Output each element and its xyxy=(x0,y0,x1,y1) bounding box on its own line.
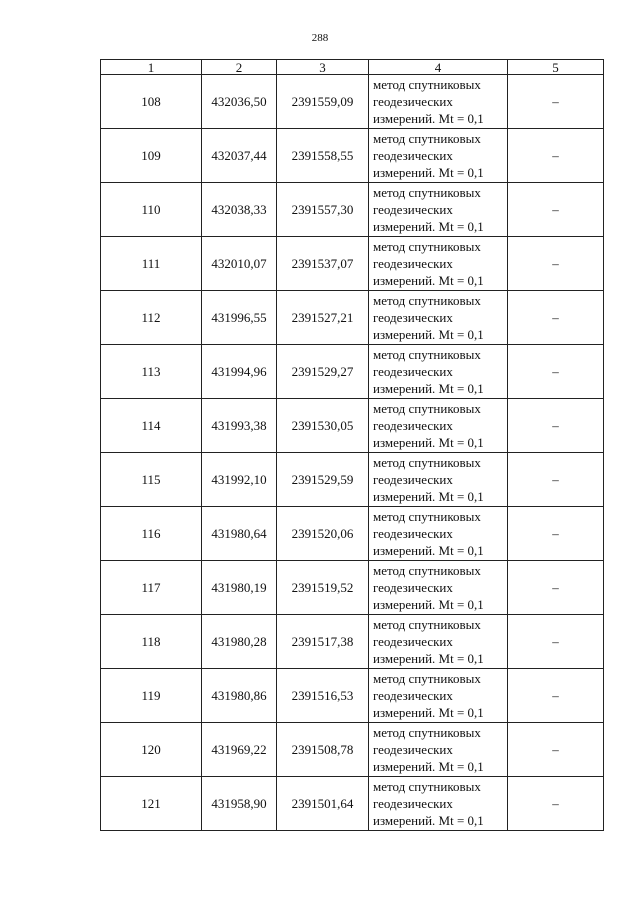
method-line: измерений. Mt = 0,1 xyxy=(373,165,484,180)
y-coordinate-cell: 2391530,05 xyxy=(277,399,369,453)
x-coordinate-cell: 432038,33 xyxy=(202,183,277,237)
method-line: измерений. Mt = 0,1 xyxy=(373,813,484,828)
note-cell: – xyxy=(508,291,604,345)
y-coordinate-cell: 2391529,27 xyxy=(277,345,369,399)
method-line: метод спутниковых xyxy=(373,293,481,308)
method-line: метод спутниковых xyxy=(373,131,481,146)
x-coordinate-cell: 432037,44 xyxy=(202,129,277,183)
method-line: геодезических xyxy=(373,634,453,649)
note-cell: – xyxy=(508,183,604,237)
page-number: 288 xyxy=(311,32,329,44)
y-coordinate-cell: 2391520,06 xyxy=(277,507,369,561)
x-coordinate-cell: 431969,22 xyxy=(202,723,277,777)
method-line: измерений. Mt = 0,1 xyxy=(373,651,484,666)
point-number-cell: 112 xyxy=(101,291,202,345)
header-col-1: 1 xyxy=(101,60,202,75)
x-coordinate-cell: 432010,07 xyxy=(202,237,277,291)
method-line: метод спутниковых xyxy=(373,617,481,632)
method-line: метод спутниковых xyxy=(373,779,481,794)
table-row xyxy=(101,669,604,723)
y-coordinate-cell: 2391558,55 xyxy=(277,129,369,183)
method-cell xyxy=(369,507,508,561)
note-cell: – xyxy=(508,777,604,831)
x-coordinate-cell: 431980,19 xyxy=(202,561,277,615)
table-row xyxy=(101,507,604,561)
header-col-3: 3 xyxy=(277,60,369,75)
method-cell xyxy=(369,237,508,291)
point-number-cell: 121 xyxy=(101,777,202,831)
x-coordinate-cell: 432036,50 xyxy=(202,75,277,129)
table-row xyxy=(101,453,604,507)
method-line: измерений. Mt = 0,1 xyxy=(373,759,484,774)
x-coordinate-cell: 431996,55 xyxy=(202,291,277,345)
method-line: метод спутниковых xyxy=(373,239,481,254)
x-coordinate-cell: 431980,86 xyxy=(202,669,277,723)
point-number-cell: 113 xyxy=(101,345,202,399)
method-line: измерений. Mt = 0,1 xyxy=(373,327,484,342)
y-coordinate-cell: 2391501,64 xyxy=(277,777,369,831)
table-row xyxy=(101,777,604,831)
method-line: метод спутниковых xyxy=(373,509,481,524)
method-cell xyxy=(369,669,508,723)
method-line: измерений. Mt = 0,1 xyxy=(373,705,484,720)
method-line: метод спутниковых xyxy=(373,671,481,686)
header-col-2: 2 xyxy=(202,60,277,75)
table-row xyxy=(101,345,604,399)
method-line: метод спутниковых xyxy=(373,347,481,362)
y-coordinate-cell: 2391516,53 xyxy=(277,669,369,723)
point-number-cell: 108 xyxy=(101,75,202,129)
table-row xyxy=(101,561,604,615)
y-coordinate-cell: 2391559,09 xyxy=(277,75,369,129)
note-cell: – xyxy=(508,75,604,129)
note-cell: – xyxy=(508,723,604,777)
x-coordinate-cell: 431958,90 xyxy=(202,777,277,831)
method-line: метод спутниковых xyxy=(373,185,481,200)
method-line: геодезических xyxy=(373,580,453,595)
method-line: измерений. Mt = 0,1 xyxy=(373,489,484,504)
note-cell: – xyxy=(508,345,604,399)
x-coordinate-cell: 431993,38 xyxy=(202,399,277,453)
method-line: геодезических xyxy=(373,796,453,811)
method-cell xyxy=(369,129,508,183)
x-coordinate-cell: 431992,10 xyxy=(202,453,277,507)
method-cell xyxy=(369,777,508,831)
method-line: геодезических xyxy=(373,310,453,325)
point-number-cell: 116 xyxy=(101,507,202,561)
method-cell xyxy=(369,75,508,129)
method-line: метод спутниковых xyxy=(373,563,481,578)
method-line: геодезических xyxy=(373,526,453,541)
method-line: геодезических xyxy=(373,148,453,163)
method-line: геодезических xyxy=(373,472,453,487)
point-number-cell: 120 xyxy=(101,723,202,777)
y-coordinate-cell: 2391537,07 xyxy=(277,237,369,291)
method-line: геодезических xyxy=(373,688,453,703)
table-row xyxy=(101,129,604,183)
note-cell: – xyxy=(508,453,604,507)
method-line: метод спутниковых xyxy=(373,401,481,416)
method-line: геодезических xyxy=(373,202,453,217)
table-row xyxy=(101,183,604,237)
coordinates-table xyxy=(100,59,604,831)
table-row xyxy=(101,237,604,291)
method-cell xyxy=(369,453,508,507)
x-coordinate-cell: 431980,28 xyxy=(202,615,277,669)
method-line: измерений. Mt = 0,1 xyxy=(373,597,484,612)
y-coordinate-cell: 2391519,52 xyxy=(277,561,369,615)
y-coordinate-cell: 2391529,59 xyxy=(277,453,369,507)
table-row xyxy=(101,291,604,345)
note-cell: – xyxy=(508,399,604,453)
table-header xyxy=(101,60,604,75)
note-cell: – xyxy=(508,669,604,723)
table-row xyxy=(101,723,604,777)
method-line: метод спутниковых xyxy=(373,77,481,92)
method-line: измерений. Mt = 0,1 xyxy=(373,273,484,288)
method-line: геодезических xyxy=(373,364,453,379)
y-coordinate-cell: 2391508,78 xyxy=(277,723,369,777)
method-line: геодезических xyxy=(373,418,453,433)
x-coordinate-cell: 431994,96 xyxy=(202,345,277,399)
method-cell xyxy=(369,345,508,399)
method-cell xyxy=(369,291,508,345)
header-row xyxy=(101,60,604,75)
table-row xyxy=(101,75,604,129)
y-coordinate-cell: 2391557,30 xyxy=(277,183,369,237)
method-line: метод спутниковых xyxy=(373,725,481,740)
method-line: измерений. Mt = 0,1 xyxy=(373,111,484,126)
method-cell xyxy=(369,183,508,237)
method-line: измерений. Mt = 0,1 xyxy=(373,435,484,450)
method-cell xyxy=(369,615,508,669)
note-cell: – xyxy=(508,237,604,291)
point-number-cell: 114 xyxy=(101,399,202,453)
header-col-4: 4 xyxy=(369,60,508,75)
note-cell: – xyxy=(508,561,604,615)
table-body xyxy=(101,75,604,831)
method-line: геодезических xyxy=(373,256,453,271)
point-number-cell: 109 xyxy=(101,129,202,183)
note-cell: – xyxy=(508,615,604,669)
y-coordinate-cell: 2391517,38 xyxy=(277,615,369,669)
method-line: измерений. Mt = 0,1 xyxy=(373,219,484,234)
note-cell: – xyxy=(508,129,604,183)
method-cell xyxy=(369,399,508,453)
method-cell xyxy=(369,561,508,615)
point-number-cell: 118 xyxy=(101,615,202,669)
note-cell: – xyxy=(508,507,604,561)
method-line: метод спутниковых xyxy=(373,455,481,470)
header-col-5: 5 xyxy=(508,60,604,75)
method-line: измерений. Mt = 0,1 xyxy=(373,543,484,558)
point-number-cell: 111 xyxy=(101,237,202,291)
y-coordinate-cell: 2391527,21 xyxy=(277,291,369,345)
point-number-cell: 117 xyxy=(101,561,202,615)
x-coordinate-cell: 431980,64 xyxy=(202,507,277,561)
point-number-cell: 115 xyxy=(101,453,202,507)
method-line: геодезических xyxy=(373,94,453,109)
point-number-cell: 119 xyxy=(101,669,202,723)
point-number-cell: 110 xyxy=(101,183,202,237)
table-row xyxy=(101,399,604,453)
method-line: измерений. Mt = 0,1 xyxy=(373,381,484,396)
method-line: геодезических xyxy=(373,742,453,757)
method-cell xyxy=(369,723,508,777)
table-row xyxy=(101,615,604,669)
